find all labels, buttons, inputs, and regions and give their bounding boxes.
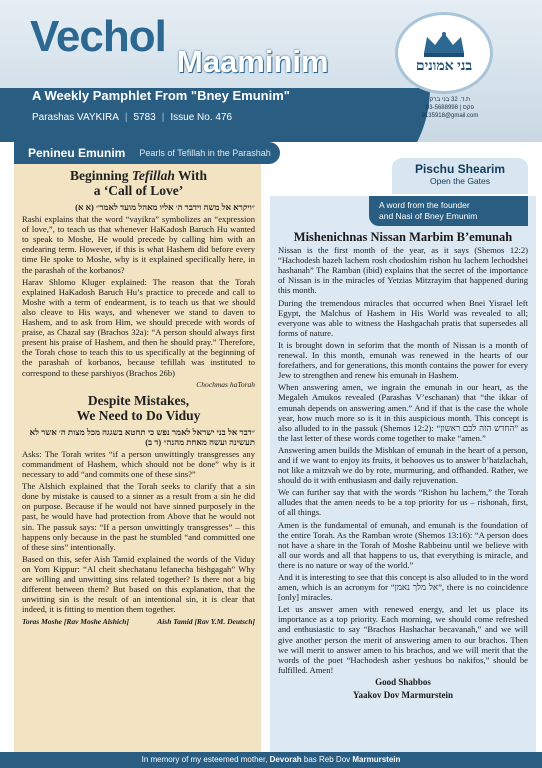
left-section-header (14, 142, 280, 164)
article1-hebrew-verse: ״ויקרא אל משה וידבר ה׳ אליו מאהל מועד לאמר״ (א א) (75, 202, 255, 212)
contact-line: 03-5688998 | פקס (425, 105, 475, 111)
bney-emunim-emblem (395, 12, 493, 94)
article1-paragraph: Harav Shlomo Kluger explained: The reason that the Torah explained HaKadosh Baruch Hu’s practice to precede and call to Moshe with a term of endearment, is to teach us that we should also cleave to His ways, and whenever we stand to daven to Hashem, and to ask from Him, we should precede with words of praise, as Chazal say (Brachos 32a): “A person should always first present his praise of Hashem, and then he should pray.” Therefore, the Torah chose to teach this to us specifically at the beginning of the parashah of korbanos, because tefillah was instituted to correspond to these parshiyos (Brachos 26b) (22, 276, 255, 378)
right-paragraph: Nissan is the first month of the year, as it says (Shemos 12:2) “Hachodesh hazeh lachem rosh chodoshim rishon hu lachem lechodshei hashanah” The Ramban (ibid) explains that the secret of the importance of Nissan is in the miracles of Yetzias Mitzrayim that happened during this month. (278, 245, 528, 296)
author-signature: Yaakov Dov Marmurstein (353, 689, 453, 700)
parasha-label: Parashas VAYKIRA (32, 112, 119, 123)
article2-paragraph: The Alshich explained that the Torah seeks to clarify that a sin done by mistake is caused to a sinner as a result from a sin he did on purpose. Because if he would not have sinned purposely in the past, he would have had protection from Above that he would not sin. The passuk says: “If a person unwittingly transgresses” – this happens only because in the past he stumbled “and committed one of these sins” intentionally. (22, 481, 255, 552)
founder-note-line: A word from the founder (379, 200, 470, 210)
right-column-content (278, 232, 528, 701)
left-column-content (22, 168, 255, 627)
year-label: 5783 (133, 112, 156, 123)
source-left: Toras Moshe [Rav Moshe Alshich] (22, 617, 129, 627)
article2-hebrew-verse: ״דבר אל בני ישראל לאמר נפש כי תחטא בשגגה מכל מצות ה׳ אשר לא תעשינה ועשה מאחת מהנה״ (ד ב) (29, 426, 255, 447)
dedication-footer: In memory of my esteemed mother, Devorah bas Reb Dov Marmurstein (0, 752, 542, 768)
left-section-subtitle: Pearls of Tefillah in the Parashah (139, 148, 271, 158)
right-section-header (392, 158, 528, 194)
right-paragraph: When answering amen, we ingrain the emunah in our heart, as the Megaleh Amukos revealed (Parashas V’eschanan) that “the ikkar of emunah depends on answering amen.” And if that is the case the whole year, how much more so is it in this auspicious month. This concept is also alluded to in the passuk (Shemos 12:2): “החדש הזה לכם ראשון” as the last letter of these words come together to make “amen.” (278, 382, 529, 443)
article2-paragraph: Asks: The Torah writes “if a person unwittingly transgresses any commandment of Hashem, which should not be done” why is it necessary to add “and commits one of these sins?” (22, 448, 255, 480)
right-paragraph: And it is interesting to see that this concept is also alluded to in the word amen, which is an acronym for “אל מלך נאמן”, there is no coincidence [only] miracles. (278, 572, 529, 603)
article1-source: Chochmas haTorah (196, 379, 255, 389)
right-section-subtitle: Open the Gates (429, 176, 490, 186)
issue-info: Parashas VAYKIRA | 5783 | Issue No. 476 (32, 112, 233, 123)
masthead (0, 0, 542, 142)
contact-info (395, 96, 505, 120)
right-article-title: Mishenichnas Nissan Marbim B’emunah (293, 230, 513, 244)
founder-note-line: and Nasi of Bney Emunim (379, 211, 478, 221)
article2-title-line2: We Need to Do Viduy (76, 407, 201, 423)
right-paragraph: Let us answer amen with renewed energy, and let us place its importance as a top priority. Each morning, we should come refreshed and enthusiastic to say “Brachos Hashachar becavanah,” and we will give another person the merit of answering amen to our brachos. Then we will merit to answer amen to his brachos, and we will merit that the words of the poet “Hachodesh asher yeshuos bo nakifos,” should be fulfilled. Amen! (278, 604, 528, 675)
article1-title-line2: a ‘Call of Love’ (93, 183, 184, 198)
closing-greeting: Good Shabbos (375, 676, 431, 687)
right-paragraph: Answering amen builds the Mishkan of emunah in the heart of a person, and if we want to enjoy its fruits, it behooves us to answer b’hatzlachah, not like a mitzvah we do by rote, murmuring, and offhanded. Rather, we should do it with enthusiasm and daily rejuvenation. (278, 444, 528, 486)
logo-maaminim: Maaminim (177, 44, 329, 79)
article2-title: Despite Mistakes, (87, 392, 190, 408)
right-paragraph: During the tremendous miracles that occurred when Bnei Yisrael left Egypt, the Malchus of Hashem in His World was revealed to all; everyone was able to witness the Hashgachah pratis that supersedes all forms of nature. (278, 297, 528, 338)
right-paragraph: Amen is the fundamental of emunah, and emunah is the foundation of the entire Torah. As the Ramban wrote (Shemos 13:16): “A person does not have a share in the Torah of Moshe Rabbeinu until we believe with all our words and all that happens to us, that everything is miracle, and there is no nature or way of the world.” (278, 519, 528, 570)
right-section-title: Pischu Shearim (414, 162, 506, 176)
right-paragraph: We can further say that with the words “Rishon hu lachem,” the Torah alludes that the amen needs to be a top priority for us – rishonah, first, of all things. (278, 487, 528, 518)
crown-icon (421, 31, 467, 57)
logo-vechol: Vechol (30, 12, 166, 61)
tagline: A Weekly Pamphlet From "Bney Emunim" (32, 88, 290, 103)
founder-note-box (369, 196, 528, 226)
contact-line: ת.ד. 32 בני ברק (429, 97, 471, 103)
issue-number: Issue No. 476 (170, 112, 233, 123)
article2-sources (22, 617, 255, 627)
article1-paragraph: Rashi explains that the word “vayikra” symbolizes an “expression of love,”, to teach us that whenever HaKadosh Baruch Hu wanted to speak to Moshe, He would precede by calling him with an endearing term. However, if this is what Hashem did before every time He spoke to Moshe, why is it explained specifically here, in the parashah of the korbanos? (22, 214, 255, 275)
left-section-title: Penineu Emunim (28, 146, 126, 160)
contact-line: 9135918@gmail.com (421, 113, 479, 119)
emblem-text: בני אמונים (415, 59, 473, 74)
article2-paragraph: Based on this, sefer Aish Tamid explained the words of the Viduy on Yom Kippur: “Al cheit shechatanu lefanecha bishgagah” Why are willing and unwitting sins related together? Is there not a big different between them? But based on this explanation, that the unwitting sin is the result of an intentional sin, it is clear that indeed, it is fitting to mention them together. (22, 553, 255, 615)
right-paragraph: It is brought down in seforim that the month of Nissan is a month of renewal. In this month, emunah was renewed in the hearts of our forefathers, and for generations, this month contains the power for every Jew to strengthen and renew his emunah in Hashem. (278, 339, 528, 381)
article1-title: Beginning Tefillah With (69, 168, 208, 183)
source-right: Aish Tamid [Rav Y.M. Deutsch] (157, 617, 255, 627)
